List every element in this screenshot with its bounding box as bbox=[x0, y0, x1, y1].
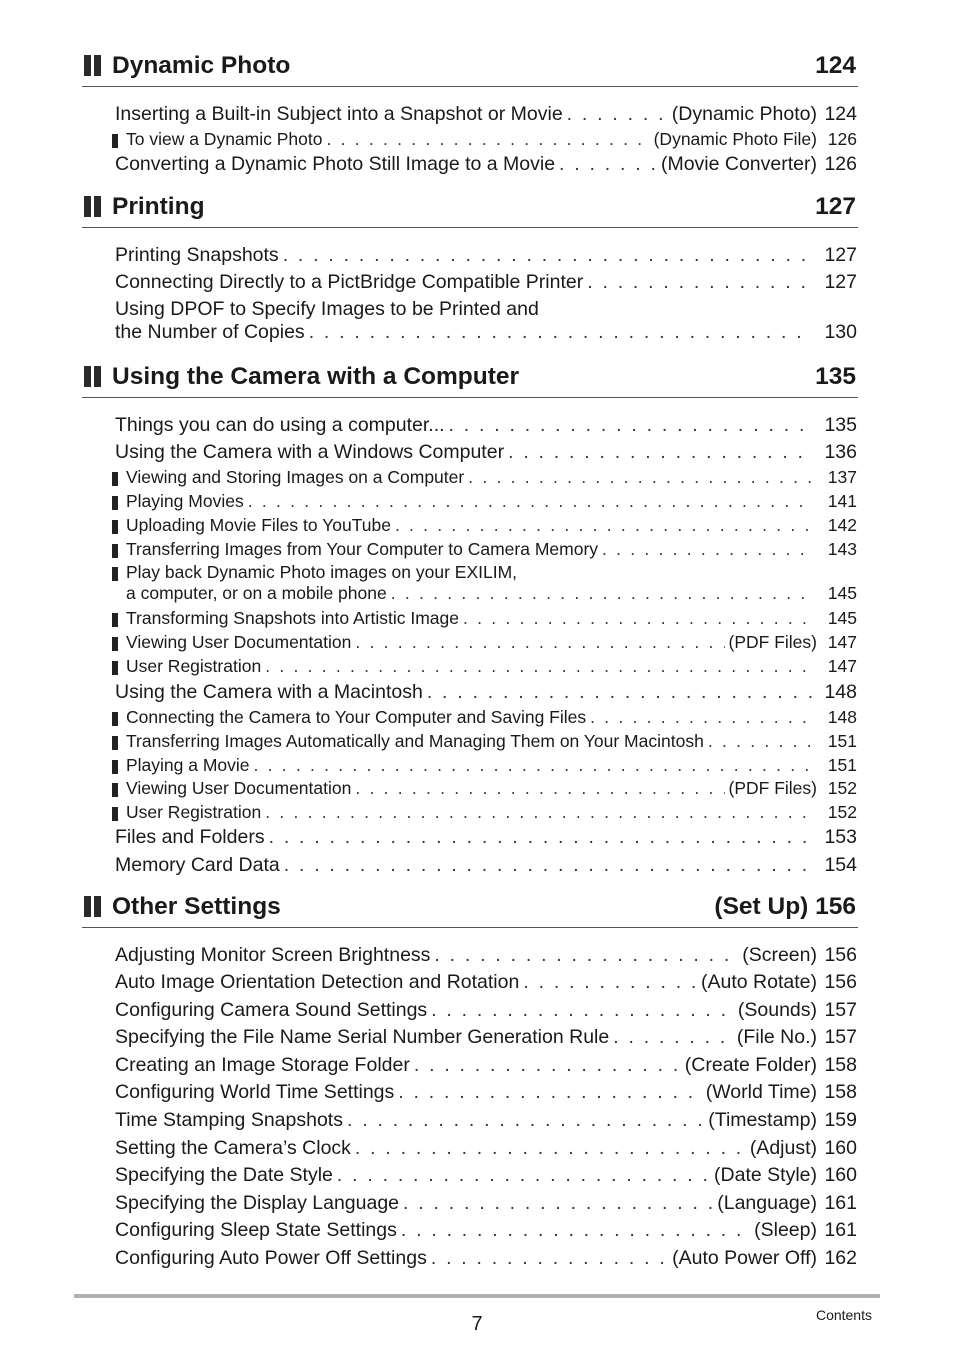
dot-leader bbox=[248, 491, 813, 512]
toc-entry[interactable] bbox=[115, 441, 857, 464]
entry-text: Using the Camera with a Macintosh bbox=[115, 681, 423, 703]
bullet-icon bbox=[112, 613, 118, 627]
entry-page-number: 151 bbox=[827, 755, 857, 775]
entry-text: Uploading Movie Files to YouTube bbox=[126, 515, 391, 535]
dot-leader bbox=[355, 778, 724, 799]
entry-menu-name: (Language) bbox=[717, 1192, 817, 1214]
entry-page-number: 156 bbox=[824, 971, 857, 993]
section-marker-icon bbox=[84, 55, 102, 76]
entry-text: Auto Image Orientation Detection and Rotation bbox=[115, 971, 520, 993]
entry-text: Transferring Images from Your Computer to Camera Memory bbox=[126, 539, 599, 559]
entry-page-number: 148 bbox=[827, 707, 857, 727]
entry-text: Time Stamping Snapshots bbox=[115, 1109, 343, 1131]
entry-text: the Number of Copies bbox=[115, 321, 305, 343]
entry-text: Printing Snapshots bbox=[115, 244, 279, 266]
toc-section bbox=[82, 193, 858, 343]
entry-text: Files and Folders bbox=[115, 826, 265, 848]
toc-subentry[interactable] bbox=[126, 129, 857, 150]
entry-text: To view a Dynamic Photo bbox=[126, 129, 323, 149]
entry-page-number: 151 bbox=[827, 731, 857, 751]
entry-page-number: 145 bbox=[827, 583, 857, 603]
entry-text: Configuring World Time Settings bbox=[115, 1081, 395, 1103]
dot-leader bbox=[265, 656, 813, 677]
entry-page-number: 147 bbox=[827, 632, 857, 652]
section-page: 124 bbox=[815, 52, 856, 79]
section-marker-icon bbox=[84, 196, 102, 217]
toc-entry[interactable] bbox=[115, 414, 857, 437]
bullet-icon bbox=[112, 760, 118, 774]
dot-leader bbox=[398, 1081, 702, 1104]
toc-entry[interactable] bbox=[115, 103, 857, 126]
dot-leader bbox=[401, 1219, 750, 1242]
entry-page-number: 127 bbox=[824, 244, 857, 266]
dot-leader bbox=[567, 103, 668, 126]
entry-menu-name: (World Time) bbox=[705, 1081, 817, 1103]
toc-entry[interactable] bbox=[115, 1247, 857, 1270]
toc-subentry[interactable] bbox=[126, 562, 857, 604]
section-page: 127 bbox=[815, 193, 856, 220]
entry-text: Specifying the Display Language bbox=[115, 1192, 400, 1214]
entry-page-number: 162 bbox=[824, 1247, 857, 1269]
toc-subentry[interactable] bbox=[126, 515, 857, 536]
bullet-icon bbox=[112, 544, 118, 558]
dot-leader bbox=[602, 539, 813, 560]
bullet-icon bbox=[112, 661, 118, 675]
entry-text: Viewing User Documentation bbox=[126, 632, 352, 652]
entry-text: Configuring Sleep State Settings bbox=[115, 1219, 397, 1241]
entry-page-number: 154 bbox=[824, 854, 857, 876]
section-title: Other Settings bbox=[112, 893, 281, 920]
section-marker-icon bbox=[84, 896, 102, 917]
section-marker-icon bbox=[84, 366, 102, 387]
toc-section bbox=[82, 893, 858, 1269]
entry-page-number: 127 bbox=[824, 271, 857, 293]
entry-text: Specifying the Date Style bbox=[115, 1164, 333, 1186]
dot-leader bbox=[283, 244, 813, 267]
dot-leader bbox=[468, 467, 813, 488]
entry-page-number: 124 bbox=[824, 103, 857, 125]
entry-page-number: 148 bbox=[824, 681, 857, 703]
toc-entry[interactable] bbox=[115, 854, 857, 877]
toc-entry[interactable] bbox=[115, 944, 857, 967]
bullet-icon bbox=[112, 134, 118, 148]
dot-leader bbox=[449, 414, 813, 437]
entry-page-number: 126 bbox=[827, 129, 857, 149]
toc-entry[interactable] bbox=[115, 1164, 857, 1187]
entry-page-number: 158 bbox=[824, 1054, 857, 1076]
entry-text: a computer, or on a mobile phone bbox=[126, 583, 387, 603]
entry-page-number: 159 bbox=[824, 1109, 857, 1131]
entry-text: Connecting Directly to a PictBridge Compatible Printer bbox=[115, 271, 584, 293]
toc-entry[interactable] bbox=[115, 681, 857, 704]
entry-page-number: 158 bbox=[824, 1081, 857, 1103]
entry-text: Things you can do using a computer... bbox=[115, 414, 445, 436]
dot-leader bbox=[337, 1164, 710, 1187]
entry-page-number: 160 bbox=[824, 1164, 857, 1186]
section-heading bbox=[82, 52, 858, 87]
entry-page-number: 160 bbox=[824, 1137, 857, 1159]
entry-text: Transferring Images Automatically and Managing Them on Your Macintosh bbox=[126, 731, 704, 751]
toc-section bbox=[82, 363, 858, 876]
toc-entry[interactable] bbox=[115, 1137, 857, 1160]
toc-subentry[interactable] bbox=[126, 539, 857, 560]
dot-leader bbox=[326, 129, 649, 150]
dot-leader bbox=[355, 632, 724, 653]
entry-page-number: 157 bbox=[824, 1026, 857, 1048]
entry-menu-name: (Date Style) bbox=[714, 1164, 817, 1186]
entry-text: Viewing and Storing Images on a Computer bbox=[126, 467, 465, 487]
entry-text: Playing a Movie bbox=[126, 755, 250, 775]
section-page: 135 bbox=[815, 363, 856, 390]
entry-menu-name: (Dynamic Photo File) bbox=[653, 129, 817, 149]
bullet-icon bbox=[112, 496, 118, 510]
dot-leader bbox=[463, 608, 813, 629]
dot-leader bbox=[590, 707, 813, 728]
dot-leader bbox=[403, 1192, 713, 1215]
entry-page-number: 152 bbox=[827, 802, 857, 822]
entry-page-number: 153 bbox=[824, 826, 857, 848]
toc-entry[interactable] bbox=[115, 999, 857, 1022]
entry-text: Playing Movies bbox=[126, 491, 244, 511]
bullet-icon bbox=[112, 472, 118, 486]
toc-subentry[interactable] bbox=[126, 608, 857, 629]
entry-menu-name: (Auto Power Off) bbox=[672, 1247, 817, 1269]
toc-entry[interactable] bbox=[115, 1026, 857, 1049]
entry-text: Transforming Snapshots into Artistic Image bbox=[126, 608, 459, 628]
dot-leader bbox=[265, 802, 813, 823]
toc-entry[interactable] bbox=[115, 1081, 857, 1104]
entry-page-number: 141 bbox=[827, 491, 857, 511]
section-page: (Set Up) 156 bbox=[714, 893, 856, 920]
section-heading bbox=[82, 363, 858, 398]
entry-page-number: 161 bbox=[824, 1192, 857, 1214]
dot-leader bbox=[395, 515, 813, 536]
bullet-icon bbox=[112, 736, 118, 750]
bullet-icon bbox=[112, 520, 118, 534]
entry-page-number: 156 bbox=[824, 944, 857, 966]
dot-leader bbox=[434, 944, 738, 967]
entry-menu-name: (Sleep) bbox=[754, 1219, 817, 1241]
entry-page-number: 135 bbox=[824, 414, 857, 436]
section-title: Printing bbox=[112, 193, 205, 220]
entry-page-number: 145 bbox=[827, 608, 857, 628]
dot-leader bbox=[508, 441, 813, 464]
toc-subentry[interactable] bbox=[126, 707, 857, 728]
entry-text: User Registration bbox=[126, 802, 262, 822]
dot-leader bbox=[613, 1026, 733, 1049]
entry-page-number: 137 bbox=[827, 467, 857, 487]
dot-leader bbox=[414, 1054, 681, 1077]
entry-text: Inserting a Built-in Subject into a Snapshot or Movie bbox=[115, 103, 563, 125]
toc-entry[interactable] bbox=[115, 244, 857, 267]
section-title: Using the Camera with a Computer bbox=[112, 363, 520, 390]
entry-menu-name: (Create Folder) bbox=[684, 1054, 817, 1076]
entry-text: Adjusting Monitor Screen Brightness bbox=[115, 944, 431, 966]
entry-text: Configuring Auto Power Off Settings bbox=[115, 1247, 427, 1269]
toc-entry[interactable] bbox=[115, 271, 857, 294]
toc-subentry[interactable] bbox=[126, 778, 857, 799]
entry-menu-name: (Screen) bbox=[742, 944, 817, 966]
toc-subentry[interactable] bbox=[126, 656, 857, 677]
dot-leader bbox=[427, 681, 813, 704]
toc-subentry[interactable] bbox=[126, 731, 857, 752]
entry-page-number: 152 bbox=[827, 778, 857, 798]
entry-menu-name: (Sounds) bbox=[737, 999, 817, 1021]
toc-section bbox=[82, 52, 858, 175]
bullet-icon bbox=[112, 783, 118, 797]
dot-leader bbox=[708, 731, 813, 752]
toc-subentry[interactable] bbox=[126, 632, 857, 653]
entry-text: Connecting the Camera to Your Computer and Saving Files bbox=[126, 707, 587, 727]
entry-page-number: 157 bbox=[824, 999, 857, 1021]
page-number: 7 bbox=[471, 1313, 483, 1335]
bullet-icon bbox=[112, 637, 118, 651]
entry-menu-name: (File No.) bbox=[736, 1026, 817, 1048]
dot-leader bbox=[431, 1247, 668, 1270]
dot-leader bbox=[347, 1109, 704, 1132]
entry-page-number: 143 bbox=[827, 539, 857, 559]
entry-text-line: Using DPOF to Specify Images to be Printed and bbox=[115, 298, 539, 320]
toc-entry[interactable] bbox=[115, 298, 857, 344]
section-heading bbox=[82, 893, 858, 928]
entry-text: Specifying the File Name Serial Number Generation Rule bbox=[115, 1026, 610, 1048]
toc-entry[interactable] bbox=[115, 153, 857, 176]
entry-text: User Registration bbox=[126, 656, 262, 676]
entry-menu-name: (Adjust) bbox=[749, 1137, 817, 1159]
dot-leader bbox=[523, 971, 697, 994]
dot-leader bbox=[587, 271, 813, 294]
dot-leader bbox=[431, 999, 734, 1022]
dot-leader bbox=[254, 755, 813, 776]
entry-text-line: Play back Dynamic Photo images on your EXILIM, bbox=[126, 562, 518, 582]
toc-entry[interactable] bbox=[115, 1054, 857, 1077]
entry-menu-name: (Movie Converter) bbox=[660, 153, 817, 175]
entry-text: Converting a Dynamic Photo Still Image to a Movie bbox=[115, 153, 556, 175]
toc-entry[interactable] bbox=[115, 1192, 857, 1215]
toc-entry[interactable] bbox=[115, 1109, 857, 1132]
entry-page-number: 130 bbox=[824, 321, 857, 343]
bullet-icon bbox=[112, 567, 118, 581]
dot-leader bbox=[355, 1137, 746, 1160]
entry-menu-name: (PDF Files) bbox=[728, 632, 817, 652]
dot-leader bbox=[559, 153, 657, 176]
section-heading bbox=[82, 193, 858, 228]
toc-subentry[interactable] bbox=[126, 755, 857, 776]
entry-text: Configuring Camera Sound Settings bbox=[115, 999, 428, 1021]
entry-text: Setting the Camera’s Clock bbox=[115, 1137, 351, 1159]
dot-leader bbox=[284, 854, 813, 877]
entry-menu-name: (Timestamp) bbox=[708, 1109, 817, 1131]
entry-menu-name: (Dynamic Photo) bbox=[671, 103, 817, 125]
toc-subentry[interactable] bbox=[126, 802, 857, 823]
dot-leader bbox=[269, 826, 813, 849]
toc-entry[interactable] bbox=[115, 971, 857, 994]
entry-page-number: 142 bbox=[827, 515, 857, 535]
entry-menu-name: (PDF Files) bbox=[728, 778, 817, 798]
toc-subentry[interactable] bbox=[126, 491, 857, 512]
entry-page-number: 147 bbox=[827, 656, 857, 676]
footer-divider bbox=[74, 1294, 880, 1298]
entry-page-number: 136 bbox=[824, 441, 857, 463]
bullet-icon bbox=[112, 807, 118, 821]
entry-text: Memory Card Data bbox=[115, 854, 280, 876]
section-title: Dynamic Photo bbox=[112, 52, 291, 79]
entry-menu-name: (Auto Rotate) bbox=[701, 971, 817, 993]
toc-entry[interactable] bbox=[115, 1219, 857, 1242]
dot-leader bbox=[309, 321, 813, 344]
toc-entry[interactable] bbox=[115, 826, 857, 849]
dot-leader bbox=[391, 583, 813, 604]
entry-page-number: 126 bbox=[824, 153, 857, 175]
toc-subentry[interactable] bbox=[126, 467, 857, 488]
bullet-icon bbox=[112, 712, 118, 726]
entry-page-number: 161 bbox=[824, 1219, 857, 1241]
footer-label: Contents bbox=[815, 1307, 872, 1323]
entry-text: Viewing User Documentation bbox=[126, 778, 352, 798]
entry-text: Creating an Image Storage Folder bbox=[115, 1054, 410, 1076]
entry-text: Using the Camera with a Windows Computer bbox=[115, 441, 505, 463]
